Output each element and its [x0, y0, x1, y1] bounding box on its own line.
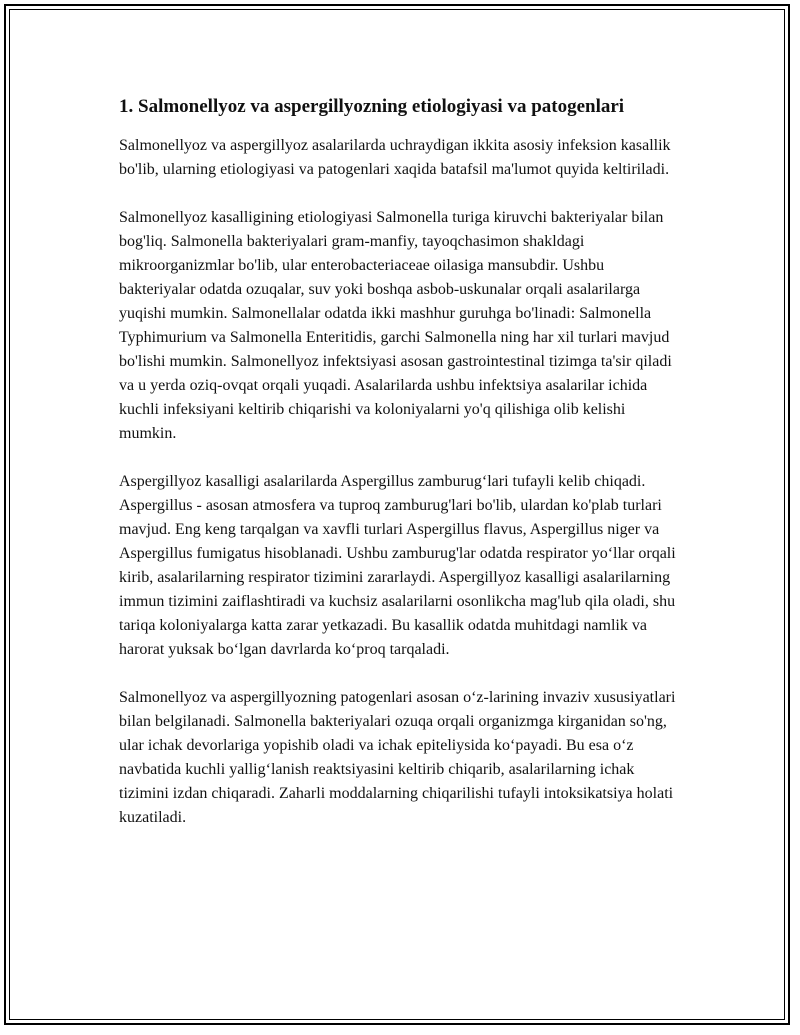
document-body — [119, 94, 679, 830]
section-title: 1. Salmonellyoz va aspergillyozning etiologiyasi va patogenlari — [119, 96, 625, 117]
page-frame — [4, 4, 790, 1025]
paragraph-aspergillosis-etiology: Aspergillyoz kasalligi asalarilarda Aspergillus zamburug‘lari tufayli kelib chiqadi. Aspergillus - asosan atmosfera va tuproq zamburug'lari bo'lib, ulardan ko'plab turlari mavjud. Eng keng tarqalgan va xavfli turlari Aspergillus flavus, Aspergillus niger va Aspergillus fumigatus hisoblanadi. Ushbu zamburug'lar odatda respirator yo‘llar orqali kirib, asalarilarning respirator tizimini zararlaydi. Aspergillyoz kasalligi asalarilarning immun tizimini zaiflashtiradi va kuchsiz asalarilarni osonlikcha mag'lub qila oladi, shu tariqa koloniyalarga katta zarar yetkazadi. Bu kasallik odatda muhitdagi namlik va harorat yuksak bo‘lgan davrlarda ko‘proq tarqaladi. — [119, 473, 676, 658]
paragraph-pathogens: Salmonellyoz va aspergillyozning patogenlari asosan o‘z-larining invaziv xususiyatlari bilan belgilanadi. Salmonella bakteriyalari ozuqa orqali organizmga kirganidan so'ng, ular ichak devorlariga yopishib oladi va ichak epiteliysida ko‘payadi. Bu esa o‘z navbatida kuchli yallig‘lanish reaktsiyasini keltirib chiqarib, asalarilarning ichak tizimini izdan chiqaradi. Zaharli moddalarning chiqarilishi tufayli intoksikatsiya holati kuzatiladi. — [119, 689, 676, 826]
paragraph-intro: Salmonellyoz va aspergillyoz asalarilarda uchraydigan ikkita asosiy infeksion kasallik bo'lib, ularning etiologiyasi va patogenlari xaqida batafsil ma'lumot quyida keltiriladi. — [119, 137, 671, 178]
paragraph-salmonellosis-etiology: Salmonellyoz kasalligining etiologiyasi Salmonella turiga kiruvchi bakteriyalar bilan bog'liq. Salmonella bakteriyalari gram-manfiy, tayoqchasimon shakldagi mikroorganizmlar bo'lib, ular enterobacteriaceae oilasiga mansubdir. Ushbu bakteriyalar odatda ozuqalar, suv yoki boshqa asbob-uskunalar orqali asalarilarga yuqishi mumkin. Salmonellalar odatda ikki mashhur guruhga bo'linadi: Salmonella Typhimurium va Salmonella Enteritidis, garchi Salmonella ning har xil turlari mavjud bo'lishi mumkin. Salmonellyoz infektsiyasi asosan gastrointestinal tizimga ta'sir qiladi va u yerda oziq-ovqat orqali yuqadi. Asalarilarda ushbu infektsiya asalarilar ichida kuchli infeksiyani keltirib chiqarishi va koloniyalarni yo'q qilishiga olib kelishi mumkin. — [119, 209, 672, 442]
